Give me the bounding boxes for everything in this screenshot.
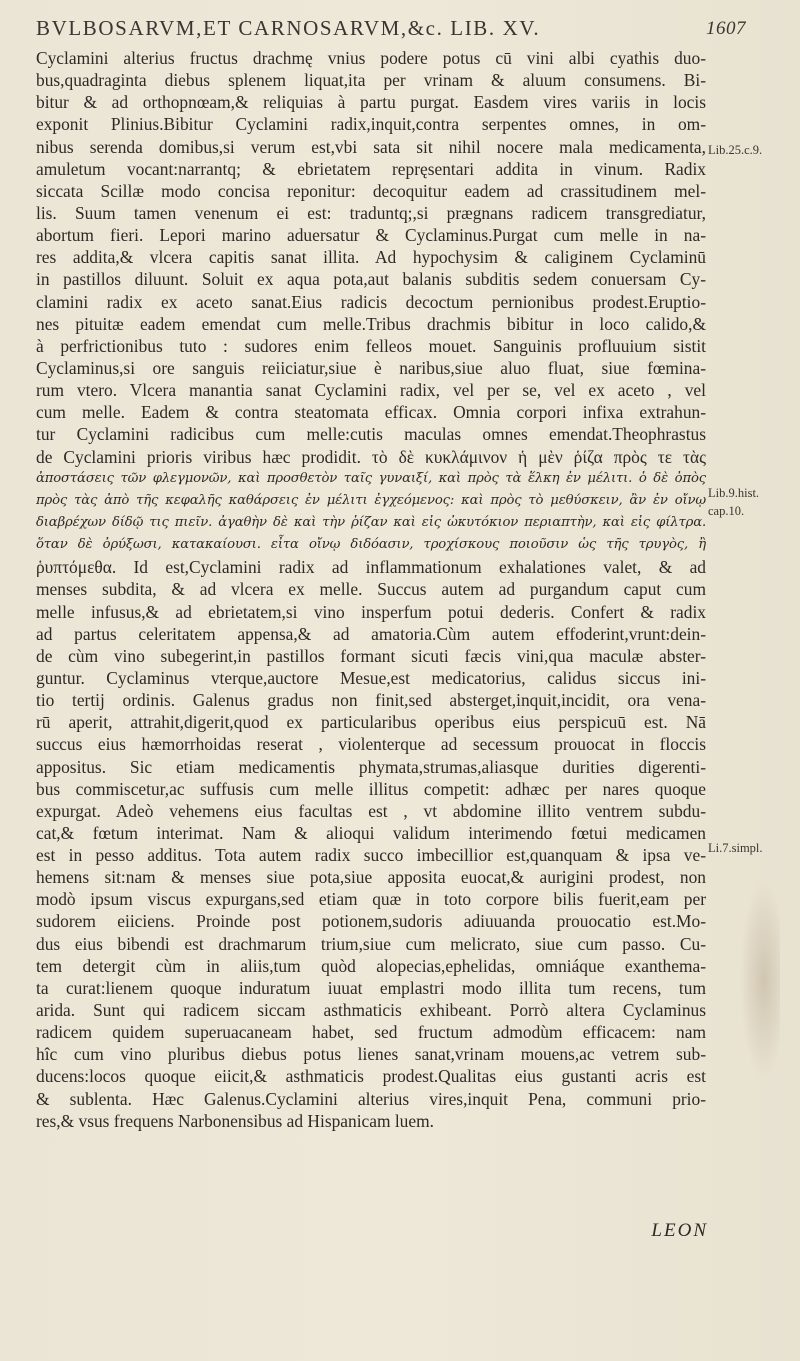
text-line: siccata Scillæ modo concisa reponitur: decoquitur eadem ad crassitudinem mel- [36, 180, 706, 201]
text-line: dus eius bibendi est drachmarum trium,siue cum melicrato, siue cum passo. Cu- [36, 933, 706, 954]
text-line: modò ipsum viscus expurgans,sed etiam quæ in toto corpore bilis fuerit,eam per [36, 889, 706, 910]
text-line: expurgat. Adeò vehemens eius facultas est , vt abdomine illito ventrem subdu- [36, 800, 706, 821]
text-line: amuletum vocant:narrantq; & ebrietatem repręsentari addita in vinum. Radix [36, 158, 706, 179]
text-line: est in pesso additus. Tota autem radix succo imbecillior est,quanquam & ipsa ve- [36, 845, 706, 866]
text-line: ad partus celeritatem appensa,& ad amatoria.Cùm autem effoderint,vrunt:dein- [36, 623, 706, 644]
text-line: arida. Sunt qui radicem siccam asthmaticis exhibeant. Porrò altera Cyclaminus [36, 1000, 706, 1021]
text-line: hîc cum vino pluribus diebus potus lienes sanat,vrinam mouens,ac vetrem sub- [36, 1044, 706, 1065]
text-line: bus commiscetur,ac suffusis cum melle illitus competit: adhæc per nares quoque [36, 778, 706, 799]
margin-note: cap.10. [708, 504, 745, 518]
running-title: BVLBOSARVM,ET CARNOSARVM,&c. LIB. XV. [36, 16, 541, 40]
text-line: nibus serenda domibus,si verum est,vbi sata sit nihil nocere mala medicamenta, [36, 136, 706, 157]
text-line: cum melle. Eadem & contra steatomata efficax. Omnia corpori infixa extrahun- [36, 402, 706, 423]
text-line: guntur. Cyclaminus vterque,auctore Mesue,est medicatorius, calidus siccus ini- [36, 667, 706, 688]
text-line: clamini radix ex aceto sanat.Eius radicis decoctum pernionibus prodest.Eruptio- [36, 291, 706, 312]
greek-text-line: ὅταν δὲ ὀρύξωσι, κατακαίουσι. εἶτα οἴνῳ διδόασιν, τροχίσκους ποιοῦσιν ὡς τῆς τρυγὸς, ἢ [36, 537, 706, 553]
text-line: & sublenta. Hæc Galenus.Cyclamini alterius vires,inquit Pena, communi prio- [36, 1088, 706, 1109]
margin-note: Lib.25.c.9. [708, 143, 763, 157]
page-number: 1607 [706, 18, 746, 39]
text-line: melle infusus,& ad ebrietatem,si vino insperfum potui dederis. Confert & radix [36, 601, 706, 622]
text-line: rum vtero. Vlcera manantia sanat Cyclamini radix, vel per se, vel ex aceto , vel [36, 380, 706, 401]
text-line: Cyclaminus,si ore sanguis reiiciatur,siue è naribus,siue aluo fluat, siue fœmina- [36, 357, 706, 378]
text-line: in pastillos diluunt. Soluit ex aqua pota,aut balanis subditis sedem conuersam Cy- [36, 269, 706, 290]
text-line: res addita,& vlcera capitis sanat illita. Ad hypochysim & caliginem Cyclaminū [36, 247, 706, 268]
text-line: ta curat:lienem quoque induratum iuuat emplastri modo illita tum recens, tum [36, 977, 706, 998]
text-line: tur Cyclamini radicibus cum melle:cutis maculas omnes emendat.Theophrastus [36, 424, 706, 445]
greek-text-line: ἀποστάσεις τῶν φλεγμονῶν, καὶ προσθετὸν ταῖς γυναιξί, καὶ πρὸς τὰ ἕλκη ἐν μέλιτι. ὁ δὲ ὀπὸς [36, 470, 706, 486]
text-line: de Cyclamini prioris viribus hæc prodidit. τὸ δὲ κυκλάμινον ἡ μὲν ῥίζα πρὸς τε τὰς [36, 446, 706, 467]
catchword: LEON [651, 1220, 708, 1241]
text-line: de cùm vino subegerint,in pastillos formant sicuti fæcis vini,qua maculæ abster- [36, 645, 706, 666]
text-line: res,& vsus frequens Narbonensibus ad Hispanicam luem. [36, 1110, 434, 1131]
text-line: ῥυπτόμεθα. Id est,Cyclamini radix ad inflammationum exhalationes valet, & ad [36, 557, 706, 578]
text-line: bus,quadraginta diebus splenem liquat,ita per vrinam & aluum consumens. Bi- [36, 70, 706, 91]
text-line: ducens:locos quoque eiicit,& asthmaticis prodest.Qualitas eius gustanti acris est [36, 1066, 706, 1087]
text-line: lis. Suum tamen venenum ei est: traduntq;,si prægnans radicem transgrediatur, [36, 202, 706, 223]
text-line: succus eius hæmorrhoidas reserat , violenterque ad secessum prouocat in floccis [36, 734, 706, 755]
margin-note: Lib.9.hist. [708, 486, 760, 500]
text-line: tem detergit cùm in aliis,tum quòd alopecias,ephelidas, omniáque exanthema- [36, 955, 706, 976]
text-line: appositus. Sic etiam medicamentis phymata,strumas,aliasque durities digerenti- [36, 756, 706, 777]
main-text-block [36, 47, 706, 1132]
paper-stain [740, 880, 780, 1080]
margin-note: Li.7.simpl. [708, 841, 763, 855]
text-line: sudorem eiiciens. Proinde post potionem,sudoris adiuuanda prouocatio est.Mo- [36, 911, 706, 932]
text-line: cat,& fœtum interimat. Nam & alioqui validum interimendo fœtui medicamen [36, 822, 706, 843]
text-line: nes pituitæ eadem emendat cum melle.Tribus drachmis bibitur in loco calido,& [36, 313, 706, 334]
text-line: rū aperit, attrahit,digerit,quod ex particularibus operibus eius perspicuū est. Nā [36, 712, 706, 733]
page-header [36, 16, 746, 48]
text-line: tio tertij ordinis. Galenus gradus non finit,sed absterget,inquit,incidit, ora vena- [36, 690, 706, 711]
text-line: exponit Plinius.Bibitur Cyclamini radix,inquit,contra serpentes omnes, in om- [36, 114, 706, 135]
greek-text-line: διαβρέχων δίδῷ τις πιεῖν. ἀγαθὴν δὲ καὶ τὴν ῥίζαν καὶ εἰς ὠκυτόκιον περιαπτὴν, καὶ εἰς φίλτρα. [36, 514, 706, 530]
text-line: abortum fieri. Lepori marino aduersatur & Cyclaminus.Purgat cum melle in na- [36, 225, 706, 246]
text-line: menses subdita, & ad vlcera ex melle. Succus autem ad purgandum caput cum [36, 579, 706, 600]
greek-text-line: πρὸς τὰς ἀπὸ τῆς κεφαλῆς καθάρσεις ἐν μέλιτι ἐγχεόμενος: καὶ πρὸς τὸ μεθύσκειν, ἂν ἐν οἴνῳ [36, 492, 706, 508]
text-line: hemens sit:nam & menses siue pota,siue apposita euocat,& aurigini prodest, non [36, 867, 706, 888]
text-line: radicem quidem superuacaneam habet, sed fructum admodùm efficacem: nam [36, 1022, 706, 1043]
text-line: Cyclamini alterius fructus drachmę vnius podere potus cū vini albi cyathis duo- [36, 48, 706, 68]
text-line: bitur & ad orthopnœam,& reliquias à partu purgat. Easdem vires variis in locis [36, 92, 706, 113]
text-line: à perfrictionibus tuto : sudores enim felleos mouet. Sanguinis profluuium sistit [36, 335, 706, 356]
